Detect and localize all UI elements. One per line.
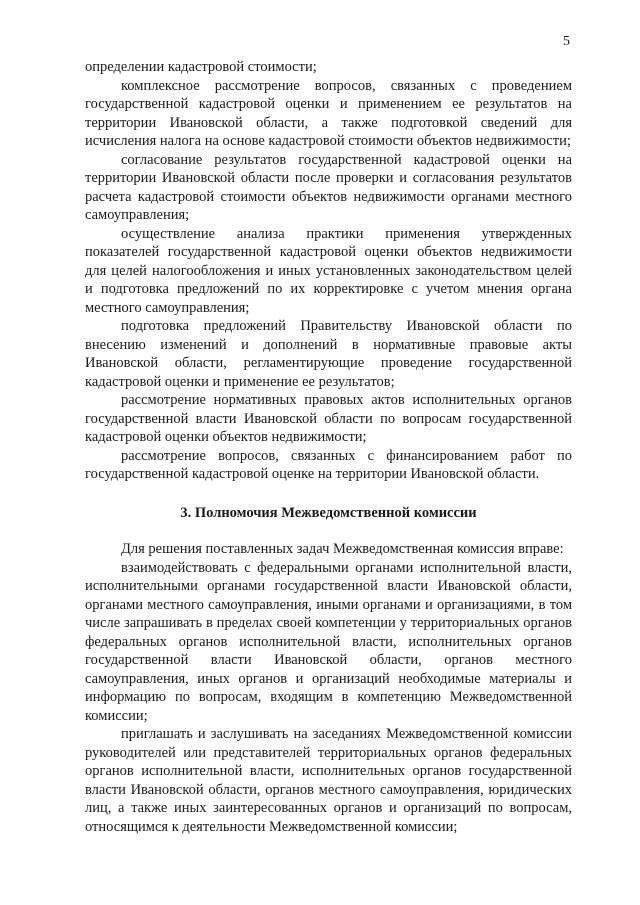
paragraph: комплексное рассмотрение вопросов, связанных с проведением государственной кадастровой оценки и применением ее результатов на территории Ивановской области, а также подготовкой сведений для исчисления налога на основе кадастровой стоимости объектов недвижимости; — [85, 77, 572, 149]
paragraph: согласование результатов государственной кадастровой оценки на территории Ивановской области после проверки и согласования результатов расчета кадастровой стоимости объектов недвижимости органами местного самоуправления; — [85, 151, 572, 223]
section-heading: 3. Полномочия Межведомственной комиссии — [180, 504, 477, 521]
paragraph: взаимодействовать с федеральными органами исполнительной власти, исполнительными органами государственной власти Ивановской области, органами местного самоуправления, иными органами и организациями, в том числе запрашивать в пределах своей компетенции у территориальных органов федеральных органов исполнительной власти, исполнительных органов государственной власти Ивановской области, органов местного самоуправления, иных органов и организаций необходимые материалы и информацию по вопросам, входящим в компетенцию Межведомственной комиссии; — [85, 559, 572, 724]
paragraph: рассмотрение вопросов, связанных с финансированием работ по государственной кадастровой оценке на территории Ивановской области. — [85, 447, 572, 482]
paragraph: подготовка предложений Правительству Ивановской области по внесению изменений и дополнений в нормативные правовые акты Ивановской области, регламентирующие проведение государственной кадастровой оценки и применение ее результатов; — [85, 318, 572, 390]
paragraph: Для решения поставленных задач Межведомственная комиссия вправе: — [121, 541, 564, 557]
paragraph: рассмотрение нормативных правовых актов исполнительных органов государственной власти Ивановской области по вопросам государственной кадастровой оценки объектов недвижимости; — [85, 392, 572, 445]
document-body — [85, 58, 572, 836]
paragraph: осуществление анализа практики применения утвержденных показателей государственной кадастровой оценки объектов недвижимости для целей налогообложения и иных установленных законодательством целей и подготовка предложений по их корректировке с учетом мнения органа местного самоуправления; — [85, 225, 572, 316]
page-number: 5 — [563, 34, 570, 49]
paragraph: определении кадастровой стоимости; — [85, 59, 317, 75]
paragraph: приглашать и заслушивать на заседаниях Межведомственной комиссии руководителей или представителей территориальных органов федеральных органов исполнительной власти, исполнительных органов государственной власти Ивановской области, органов местного самоуправления, юридических лиц, а также иных заинтересованных органов и организаций по вопросам, относящимся к деятельности Межведомственной комиссии; — [85, 726, 572, 835]
